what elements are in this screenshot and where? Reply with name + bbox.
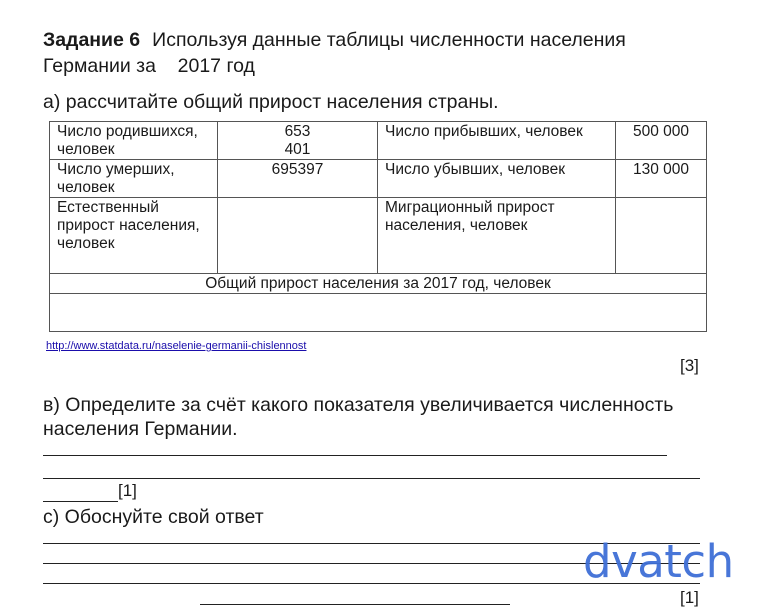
table-row xyxy=(50,274,707,294)
task-text: Используя данные таблицы численности населения xyxy=(152,29,626,51)
table-row xyxy=(50,294,707,332)
question-a: а) рассчитайте общий прирост населения страны. xyxy=(43,91,499,113)
departures-label: Число убывших, человек xyxy=(378,160,616,198)
table-row xyxy=(50,198,707,274)
deaths-label: Число умерших, человек xyxy=(50,160,218,198)
score-b: [1] xyxy=(118,481,137,500)
watermark-logo: dvatch xyxy=(583,535,734,588)
natural-growth-label: Естественный прирост населения, человек xyxy=(50,198,218,274)
table-row xyxy=(50,160,707,198)
arrivals-label: Число прибывших, человек xyxy=(378,122,616,160)
answer-line[interactable] xyxy=(43,455,667,456)
task-heading-year: 2017 год xyxy=(177,55,255,77)
births-label: Число родившихся, человек xyxy=(50,122,218,160)
question-c: с) Обоснуйте свой ответ xyxy=(43,506,264,528)
question-b-line2: населения Германии. xyxy=(43,418,238,440)
deaths-value: 695397 xyxy=(218,160,378,198)
task-heading-line2 xyxy=(43,54,255,78)
total-growth-label: Общий прирост населения за 2017 год, человек xyxy=(50,274,707,294)
migration-growth-answer-cell[interactable] xyxy=(616,198,707,274)
score-c: [1] xyxy=(680,588,699,607)
question-b-line1: в) Определите за счёт какого показателя увеличивается численность xyxy=(43,394,674,416)
population-table xyxy=(49,121,707,332)
answer-line[interactable] xyxy=(200,604,510,605)
arrivals-value: 500 000 xyxy=(616,122,707,160)
task-heading xyxy=(43,28,626,52)
task-heading-country: Германии за xyxy=(43,55,156,77)
departures-value: 130 000 xyxy=(616,160,707,198)
table-row xyxy=(50,122,707,160)
births-value xyxy=(218,122,378,160)
answer-line[interactable] xyxy=(43,501,118,502)
score-a: [3] xyxy=(680,356,699,375)
total-growth-answer-cell[interactable] xyxy=(50,294,707,332)
migration-growth-label: Миграционный прирост населения, человек xyxy=(378,198,616,274)
births-value-part1: 653 xyxy=(284,123,311,140)
task-label: Задание 6 xyxy=(43,29,141,51)
source-link[interactable]: http://www.statdata.ru/naselenie-germanii-chislennost xyxy=(46,340,307,352)
natural-growth-answer-cell[interactable] xyxy=(218,198,378,274)
answer-line[interactable] xyxy=(43,478,700,479)
births-value-part2: 401 xyxy=(284,141,311,158)
